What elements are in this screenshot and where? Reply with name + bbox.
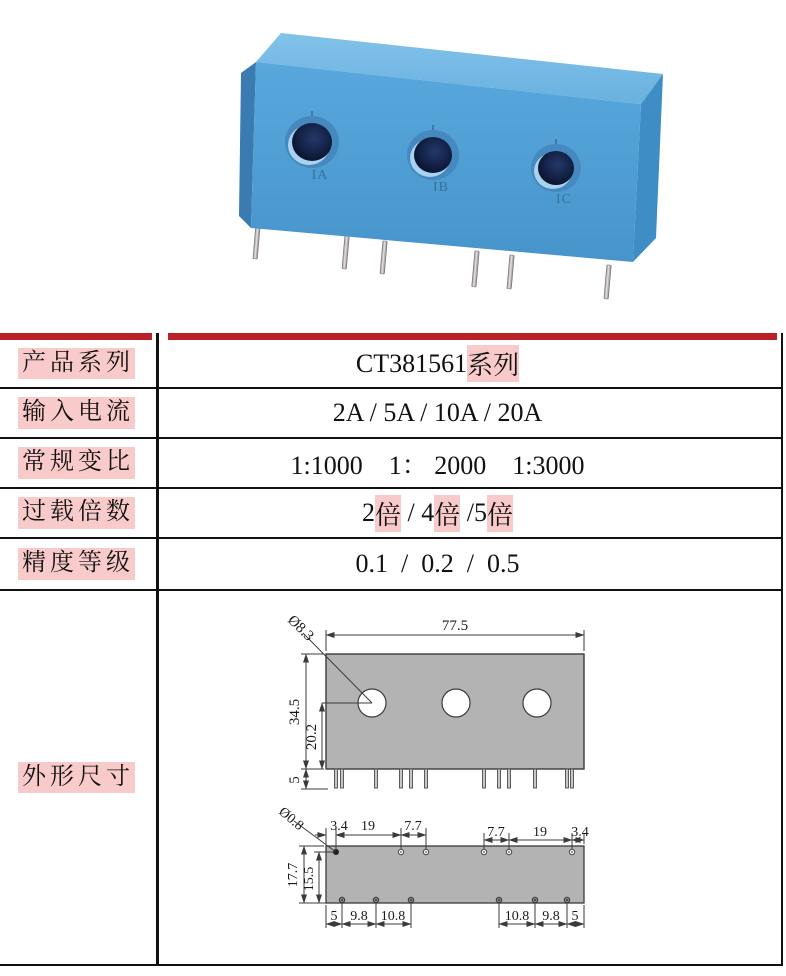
dim-label: 19	[361, 819, 375, 834]
hole-label: IB	[433, 180, 449, 195]
row-label-2: 常规变比	[18, 447, 135, 479]
row-label-1: 输入电流	[18, 397, 135, 429]
spec-row-2	[0, 439, 781, 489]
row-label-dimensions: 外形尺寸	[18, 762, 135, 794]
dimensions-label-cell	[0, 591, 156, 964]
dim-label: 7.7	[404, 819, 422, 834]
accent-bar-right	[168, 333, 777, 340]
current-transformer-photo	[0, 0, 786, 333]
spec-value-segment: 倍	[375, 495, 401, 532]
spec-value-segment: 0.1 / 0.2 / 0.5	[355, 549, 520, 578]
spec-value-segment: 倍	[434, 495, 460, 532]
device-pin	[342, 236, 349, 269]
dim-label: 5	[571, 909, 579, 924]
label-cell-3	[0, 489, 156, 537]
dim-label: 19	[533, 825, 547, 840]
spec-row-4	[0, 539, 781, 591]
spec-value-segment: / 4	[401, 498, 435, 527]
spec-row-1	[0, 389, 781, 439]
dim-label: 10.8	[504, 909, 530, 924]
value-cell-3	[156, 489, 781, 537]
value-cell-4	[156, 539, 781, 589]
dim-label: Ø8.3	[284, 612, 317, 645]
dim-label: 5	[330, 909, 338, 924]
column-divider	[156, 333, 159, 964]
row-label-4: 精度等级	[18, 548, 135, 580]
dim-label: 20.2	[304, 723, 320, 751]
spec-value-segment: 倍	[487, 495, 513, 532]
spec-row-0	[0, 340, 781, 389]
spec-value-segment: CT381561	[355, 348, 468, 378]
value-cell-1	[156, 389, 781, 437]
device-body	[239, 33, 663, 299]
device-pin	[253, 225, 260, 259]
row-label-3: 过载倍数	[18, 497, 135, 529]
spec-value-segment: 2A / 5A / 10A / 20A	[332, 398, 543, 427]
spec-value-segment: 1:1000 1： 2000 1:3000	[290, 450, 585, 480]
dim-label: 17.7	[286, 862, 301, 888]
dimensions-row	[0, 591, 781, 964]
dim-label: 34.5	[287, 698, 303, 726]
spec-value-segment: /5	[460, 498, 487, 527]
dim-label: 9.8	[350, 909, 368, 924]
dim-label: 77.5	[441, 618, 469, 634]
label-cell-4	[0, 539, 156, 589]
device-pin	[380, 241, 387, 274]
spec-value-segment: 系列	[467, 345, 519, 382]
spec-table	[0, 333, 783, 966]
hole-label: IA	[311, 168, 329, 183]
device-pin	[507, 255, 514, 289]
front-view-drawing	[284, 612, 584, 789]
label-cell-0	[0, 340, 156, 387]
dim-label: 9.8	[542, 909, 560, 924]
product-photo	[0, 0, 786, 333]
dimensions-drawing-cell	[156, 591, 781, 964]
dim-label: 7.7	[487, 825, 505, 840]
label-cell-2	[0, 439, 156, 487]
device-pin	[604, 265, 611, 299]
dim-label: 15.5	[302, 866, 317, 892]
dimension-drawings	[156, 591, 776, 963]
dim-label: 3.4	[330, 819, 348, 834]
accent-bar-left	[0, 333, 152, 340]
spec-row-3	[0, 489, 781, 539]
value-cell-0	[156, 340, 781, 387]
dim-label: 3.4	[571, 825, 589, 840]
hole-label: IC	[556, 192, 572, 207]
dim-label: 5	[287, 776, 303, 784]
bottom-view-drawing	[275, 805, 588, 928]
label-cell-1	[0, 389, 156, 437]
dim-label: Ø0.8	[275, 804, 307, 834]
spec-value-segment: 2	[361, 498, 375, 527]
device-pin	[472, 251, 480, 287]
value-cell-2	[156, 439, 781, 487]
dim-label: 10.8	[380, 909, 406, 924]
spec-rows	[0, 333, 781, 591]
row-label-0: 产品系列	[18, 348, 135, 380]
